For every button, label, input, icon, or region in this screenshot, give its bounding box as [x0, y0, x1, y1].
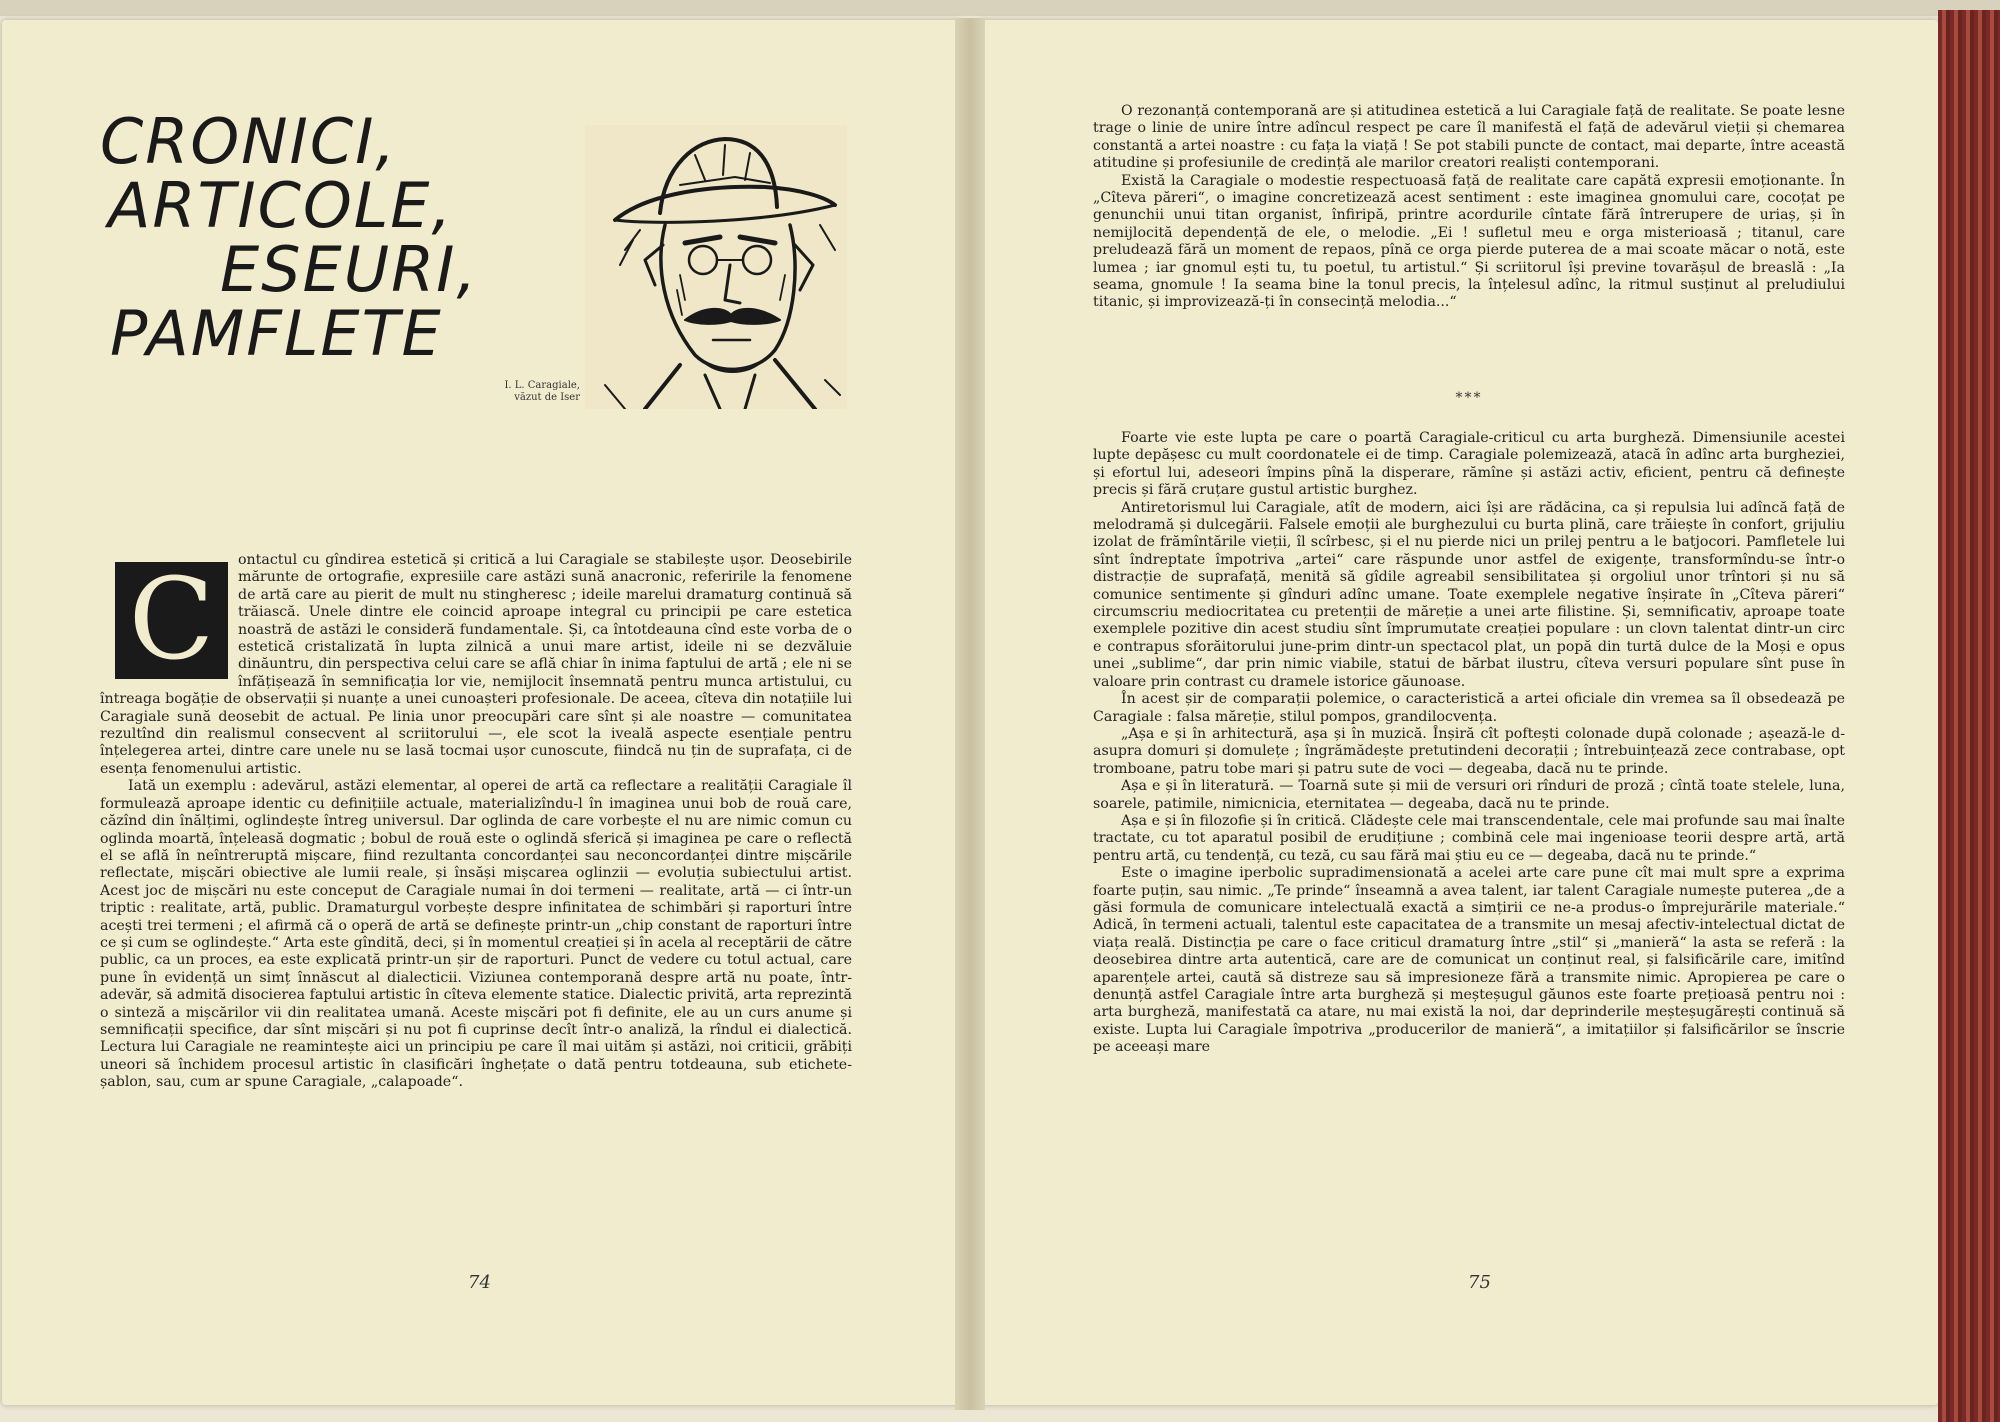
- paragraph: Există la Caragiale o modestie respectuoasă față de realitate care capătă expresii emoționante. În „Cîteva păreri“, o imagine concretizează acest sentiment : este imaginea gnomului care, cocoțat pe genunchii unui titan organist, înfiripă, printre acordurile cîntate fără întrerupere de uriaș, și în nemijlocită dependență de ele, o melodie. „Ei ! sufletul meu e orga misterioasă ; titanul, care preludează fără un moment de repaos, pînă ce orga pierde puterea de a mai scoate măcar o notă, este lumea ; iar gnomul ești tu, tu poetul, tu artistul.“ Și scriitorul își previne tovarășul de breaslă : „Ia seama, gnomule ! Ia seama bine la tonul precis, la înțelesul adînc, la ritmul susținut al preludiului titanic, și improvizează-ți în consecință melodia...“: [1093, 172, 1845, 311]
- background-strip: [0, 0, 2000, 16]
- title-line: ESEURI,: [220, 233, 479, 306]
- paragraph: În acest șir de comparații polemice, o caracteristică a artei oficiale din vremea sa îl obsedează pe Caragiale : falsa măreție, stilul pompos, grandilocvența.: [1093, 691, 1845, 725]
- right-column-text-bottom: [1093, 430, 1845, 1057]
- paragraph: Este o imagine iperbolic supradimensionată a acelei arte care pune cît mai mult spre a exprima foarte puțin, sau nimic. „Te prinde“ înseamnă a avea talent, iar talent Caragiale numește puterea „de a găsi formula de comunicare intelectuală exactă a simțirii ce ne-a produs-o împrejurările materiale.“ Adică, în termeni actuali, talentul este capacitatea de a transmite un mesaj afectiv-intelectual dictat de viața reală. Distincția pe care o face criticul dramaturg între „stil“ și „manieră“ la asta se referă : la deosebirea dintre arta autentică, care are de comunicat un conținut real, și falsificările care, imitînd aparențele artei, caută să distreze sau să impresioneze fără a transmite nimic. Apropierea pe care o denunță astfel Caragiale între arta burgheză și meșteșugul găunos este foarte prețioasă pentru noi : arta burgheză, manifestată ca atare, nu mai există la noi, dar deprinderile meșteșugărești continuă să existe. Lupta lui Caragiale împotriva „producerilor de manieră“, a imitațiilor și falsificărilor se înscrie pe aceeași mare: [1093, 865, 1845, 1056]
- left-column-text: [100, 552, 852, 1092]
- paragraph: O rezonanță contemporană are și atitudinea estetică a lui Caragiale față de realitate. Se poate lesne trage o linie de unire între adîncul respect pe care îl manifestă el față de adevărul vieții și chemarea constantă a artei noastre : cu fața la viață ! Se pot stabili puncte de contact, mai departe, între această atitudine și profesiunile de credință ale marilor creatori realiști contemporani.: [1093, 103, 1845, 172]
- paragraph: Antiretorismul lui Caragiale, atît de modern, aici își are rădăcina, ca și repulsia lui adîncă față de melodramă și dulcegării. Falsele emoții ale burghezului cu burta plină, care trăiește în confort, grijuliu izolat de frămîntările vieții, îl scîrbesc, și el nu pierde nici un prilej pentru a le batjocori. Pamfletele lui sînt îndreptate împotriva „artei“ care răspunde unor astfel de exigențe, transformîndu-se într-o distracție de suprafață, menită să gîdile agreabil sensibilitatea și orgoliul unor trîntori și nu să comunice sentimente și gînduri adînc umane. Toate exemplele negative înșirate în „Cîteva păreri“ circumscriu mediocritatea cu pretenții de măreție a unei arte filistine. Și, semnificativ, aproape toate exemplele pozitive din acest studiu sînt împrumutate creației populare : un clovn talentat dintr-un circ e contrapus sforăitorului june-prim dintr-un spectacol plat, un popă din turtă dulce de la Moși e opus unei „sublime“, dar prin nimic viabile, statui de bărbat ilustru, cîteva versuri populare sînt puse în valoare prin contrast cu dramele istorice găunoase.: [1093, 499, 1845, 690]
- book-edge: [1938, 10, 2000, 1422]
- page-number-right: 75: [1468, 1272, 1491, 1293]
- portrait-illustration: [585, 125, 847, 409]
- caragiale-portrait-sketch: [585, 125, 847, 409]
- paragraph: ontactul cu gîndirea estetică și critică a lui Caragiale se stabilește ușor. Deosebirile mărunte de ortografie, expresiile care astăzi sună anacronic, referirile la fenomene de artă care au pierit de mult nu stingheresc ; ideile marelui dramaturg continuă să trăiască. Unele dintre ele coincid aproape integral cu principii pe care estetica noastră de astăzi le consideră fundamentale. Și, ca întotdeauna cînd este vorba de o estetică cristalizată în lupta zilnică a unui mare artist, ideile ni se dezvăluie dinăuntru, din perspectiva celui care se află chiar în inima faptului de artă ; ele ni se înfățișează în semnificația lor vie, nemijlocit însemnată pentru munca artistului, cu întreaga bogăție de observații și nuanțe a unei cunoașteri profesionale. De aceea, cîteva din notațiile lui Caragiale sună deosebit de actual. Pe linia unor preocupări care sînt și ale noastre — comunitatea rezultînd din realismul consecvent al scriitorului —, ele scot la iveală aspecte esențiale pentru înțelegerea artei, dintre care unele nu se lasă tocmai ușor cunoscute, fiindcă nu țin de suprafața, ci de esența fenomenului artistic.: [100, 552, 852, 777]
- book-gutter: [955, 18, 985, 1410]
- caption-line: I. L. Caragiale,: [504, 380, 580, 391]
- title-line: PAMFLETE: [110, 297, 443, 370]
- right-column-text-top: [1093, 103, 1845, 312]
- article-title: [100, 105, 520, 370]
- title-line: ARTICOLE,: [108, 169, 454, 242]
- caption-line: văzut de Iser: [514, 392, 580, 403]
- drop-cap: C: [115, 562, 228, 679]
- page-number-left: 74: [468, 1272, 491, 1293]
- paragraph: Iată un exemplu : adevărul, astăzi elementar, al operei de artă ca reflectare a realității Caragiale îl formulează aproape identic cu definițiile actuale, materializîndu-l în imaginea unui bob de rouă care, căzînd din înălțimi, oglindește întreg universul. Dar oglinda de care vorbește el nu are nimic comun cu oglinda moartă, înțeleasă dogmatic ; bobul de rouă este o oglindă sferică și imaginea pe care o reflectă el se află în neîntreruptă mișcare, fiind rezultanta concordanței sau neconcordanței dintre mișcările reflectate, mișcări obiective ale lumii reale, și însăși mișcarea oglinzii — evoluția subiectului artist. Acest joc de mișcări nu este conceput de Caragiale numai în doi termeni — realitate, artă — ci într-un triptic : realitate, artă, public. Dramaturgul vorbește despre infinitatea de schimbări și raporturi între acești trei termeni ; el afirmă că o operă de artă se definește printr-un „chip constant de raporturi între ce și cum se oglindește.“ Arta este gîndită, deci, și în momentul creației și în acela al receptării de către public, ca un proces, ea este explicată printr-un șir de raporturi. Punct de vedere cu totul actual, care pune în evidență un simț înnăscut al dialecticii. Viziunea contemporană despre artă nu poate, într-adevăr, să admită disocierea faptului artistic în cîteva elemente statice. Dialectic privită, arta reprezintă o sinteză a mișcărilor vii din realitatea umană. Aceste mișcări pot fi definite, ele au un curs anume și semnificații specifice, dar sînt mișcări și nu pot fi cuprinse decît într-o analiză, la rîndul ei dialectică. Lectura lui Caragiale ne reamintește aici un principiu pe care îl mai uităm și astăzi, noi criticii, grăbiți uneori să închidem procesul artistic în clasificări înghețate o dată pentru totdeauna, sub etichete-șablon, sau, cum ar spune Caragiale, „calapoade“.: [100, 778, 852, 1091]
- paragraph: Așa e și în filozofie și în critică. Clădește cele mai transcendentale, cele mai profunde sau mai înalte tractate, cu tot aparatul posibil de erudițiune ; combină cele mai ingenioase teorii despre artă, artă pentru artă, cu tendență, cu teză, cu sau fără mai știu eu ce — degeaba, dacă nu te prinde.“: [1093, 812, 1845, 864]
- paragraph: Așa e și în literatură. — Toarnă sute și mii de versuri ori rînduri de proză ; cîntă toate stelele, luna, soarele, patimile, nimicnicia, eternitatea — degeaba, dacă nu te prinde.: [1093, 778, 1845, 812]
- title-line: CRONICI,: [100, 105, 398, 178]
- paragraph: „Așa e și în arhitectură, așa și în muzică. Înșiră cît poftești colonade după colonade ; așează-le d-asupra domuri și domulețe ; îngrămădește pretutindeni decorații ; întrebuințează zece contrabase, opt tromboane, patru tobe mari și patru sute de voci — degeaba, dacă nu te prinde.: [1093, 725, 1845, 777]
- paragraph: Foarte vie este lupta pe care o poartă Caragiale-criticul cu arta burgheză. Dimensiunile acestei lupte depășesc cu mult coordonatele ei de timp. Caragiale polemizează, atacă în adînc arta burgheziei, și efortul lui, adeseori împins pînă la disperare, rămîne și astăzi activ, eficient, pentru că definește precis și fără cruțare gustul artistic burghez.: [1093, 430, 1845, 499]
- section-separator: ***: [1455, 390, 1483, 406]
- portrait-caption: [440, 380, 580, 404]
